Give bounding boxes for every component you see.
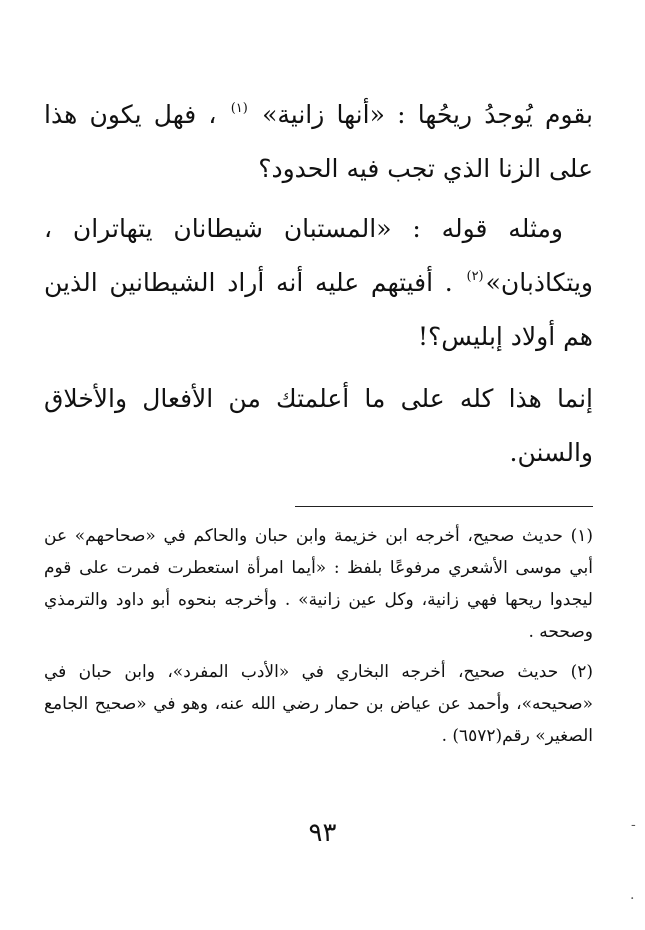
paragraph-2-line-2: ويتكاذبان» — [485, 268, 593, 297]
paragraph-1 — [44, 88, 593, 196]
footnote-separator — [295, 506, 593, 507]
paragraph-1-line-2: الزنا الذي تجب فيه الحدود؟ — [258, 154, 542, 183]
footnote-ref-2: (٢) — [466, 269, 484, 284]
main-text — [44, 88, 593, 480]
footnote-ref-1: (١) — [230, 101, 248, 116]
footnote-1: (١) حديث صحيح، أخرجه ابن خزيمة وابن حبان والحاكم في «صحاحهم» عن أبي موسى الأشعري مرفوعًا بلفظ : «أيما امرأة استعطرت فمرت على قوم ليجدوا ريحها فهي زانية، وكل عين زانية» . وأخرجه بنحوه أبو داود والترمذي وصححه . — [44, 526, 593, 642]
paragraph-1-text: بقوم يُوجدُ ريحُها : «أنها زانية» — [262, 100, 593, 129]
paragraph-3-text: إنما هذا كله على ما أعلمتك من الأفعال والأخلاق والسنن. — [44, 384, 593, 467]
paragraph-2-line-3: أولاد إبليس؟! — [417, 322, 556, 351]
margin-mark: - — [631, 817, 636, 833]
paragraph-2-text: ومثله قوله : «المستبان شيطانان يتهاتران ، — [44, 214, 563, 243]
page-number: ٩٣ — [308, 818, 337, 848]
footnotes — [44, 520, 593, 752]
paragraph-3 — [44, 372, 593, 480]
footnote-2: (٢) حديث صحيح، أخرجه البخاري في «الأدب المفرد»، وابن حبان في «صحيحه»، وأحمد عن عياض بن حمار رضي الله عنه، وهو في «صحيح الجامع الصغير» رقم(٦٥٧٢) . — [44, 662, 593, 746]
paragraph-2 — [44, 202, 593, 364]
margin-dot: . — [630, 887, 635, 903]
paragraph-1-text-cont: ، فهل يكون هذا على — [44, 100, 593, 183]
paragraph-2-text-cont: . أفيتهم عليه أنه أراد الشيطانين الذين هم — [44, 268, 593, 351]
